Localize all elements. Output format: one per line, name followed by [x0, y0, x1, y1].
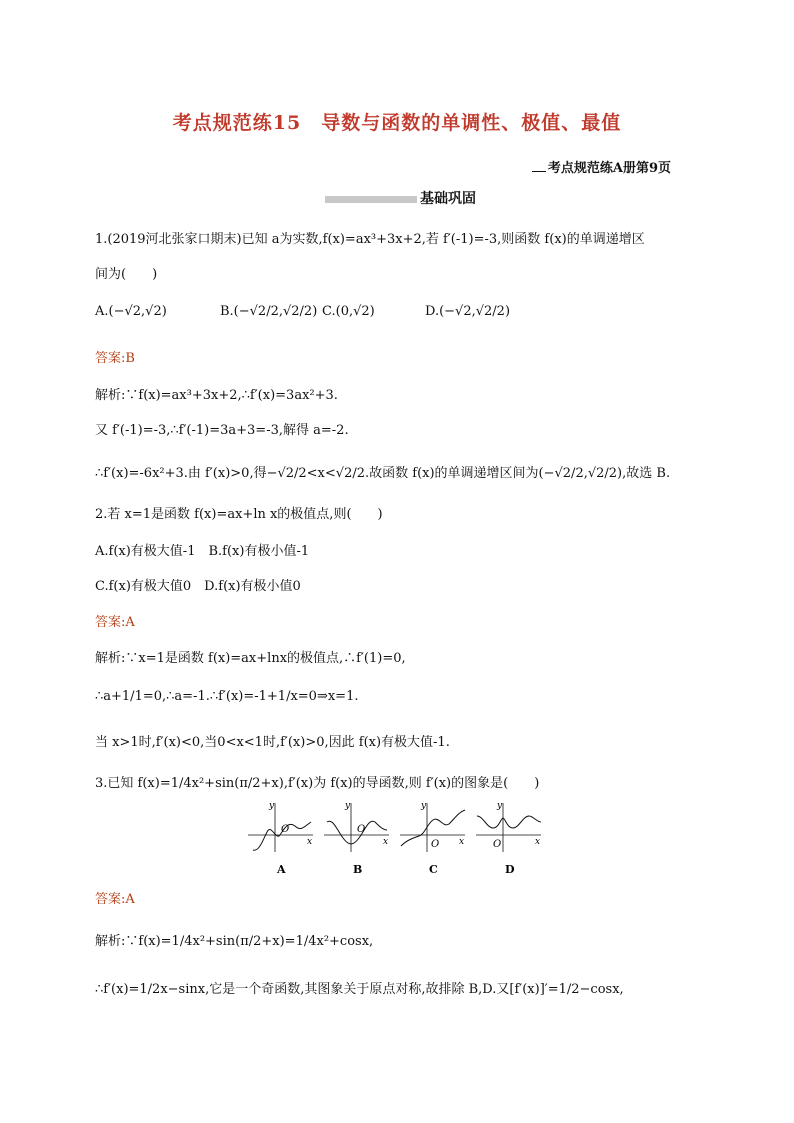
q2-answer: 答案:A: [95, 615, 135, 630]
q2-stem: 2.若 x=1是函数 f(x)=ax+ln x的极值点,则( ): [95, 507, 383, 522]
graph-c-x-label: x: [459, 837, 465, 847]
q3-solution-1: 解析:∵f(x)=1/4x²+sin(π/2+x)=1/4x²+cosx,: [95, 934, 374, 949]
q3-answer: 答案:A: [95, 892, 135, 907]
q2-solution-1: 解析:∵x=1是函数 f(x)=ax+lnx的极值点,∴f′(1)=0,: [95, 651, 406, 666]
graph-d: [476, 801, 541, 876]
section-bar: [325, 196, 417, 203]
q2-solution-2: ∴a+1/1=0,∴a=-1.∴f′(x)=-1+1/x=0⇒x=1.: [95, 689, 359, 704]
q1-option-a: A.(−√2,√2): [95, 304, 167, 319]
section-heading: 基础巩固: [420, 191, 476, 207]
graph-a-origin: O: [281, 824, 290, 835]
q2-options-cd: C.f(x)有极大值0 D.f(x)有极小值0: [95, 579, 301, 594]
graph-d-x-label: x: [535, 837, 541, 847]
graph-d-label: D: [505, 863, 515, 876]
graph-b-y-label: y: [345, 801, 351, 811]
q1-solution-3: ∴f′(x)=-6x²+3.由 f′(x)>0,得−√2/2<x<√2/2.故函数 f(x)的单调递增区间为(−√2/2,√2/2),故选 B.: [95, 466, 671, 481]
blank-line: [532, 171, 546, 172]
graph-c: [400, 801, 465, 876]
q3-graph-options: [245, 800, 545, 880]
page-title: 考点规范练15 导数与函数的单调性、极值、最值: [172, 112, 622, 134]
graph-b-x-label: x: [383, 837, 389, 847]
q1-option-b: B.(−√2/2,√2/2): [220, 304, 318, 319]
q1-solution-2: 又 f′(-1)=-3,∴f′(-1)=3a+3=-3,解得 a=-2.: [95, 423, 349, 438]
q1-stem: 1.(2019河北张家口期末)已知 a为实数,f(x)=ax³+3x+2,若 f′(-1)=-3,则函数 f(x)的单调递增区: [95, 232, 645, 247]
graph-c-label: C: [429, 863, 438, 876]
graph-b-label: B: [353, 863, 363, 876]
reference-text: 考点规范练A册第9页: [547, 161, 671, 176]
q2-options-ab: A.f(x)有极大值-1 B.f(x)有极小值-1: [95, 544, 310, 559]
graph-d-curve: [477, 816, 541, 828]
q1-stem-cont: 间为( ): [95, 267, 158, 282]
graph-c-origin: O: [431, 839, 440, 850]
q2-solution-3: 当 x>1时,f′(x)<0,当0<x<1时,f′(x)>0,因此 f(x)有极大值-1.: [95, 735, 450, 750]
graph-b-origin: O: [357, 824, 366, 835]
q1-option-c: C.(0,√2): [322, 304, 375, 319]
q1-option-d: D.(−√2,√2/2): [425, 304, 511, 319]
graph-a-y-label: y: [269, 801, 275, 811]
graph-c-y-label: y: [421, 801, 427, 811]
graph-b: [324, 801, 389, 876]
graph-a-x-label: x: [307, 837, 313, 847]
q3-stem: 3.已知 f(x)=1/4x²+sin(π/2+x),f′(x)为 f(x)的导函数,则 f′(x)的图象是( ): [95, 776, 540, 791]
graph-a-label: A: [277, 863, 286, 876]
q1-answer: 答案:B: [95, 351, 135, 366]
graph-a: [248, 801, 313, 876]
graph-d-origin: O: [493, 839, 502, 850]
workbook-reference: [532, 157, 671, 176]
q3-solution-2: ∴f′(x)=1/2x−sinx,它是一个奇函数,其图象关于原点对称,故排除 B,D.又[f′(x)]′=1/2−cosx,: [95, 982, 624, 997]
q1-solution-1: 解析:∵f(x)=ax³+3x+2,∴f′(x)=3ax²+3.: [95, 388, 338, 403]
graph-d-y-label: y: [497, 801, 503, 811]
